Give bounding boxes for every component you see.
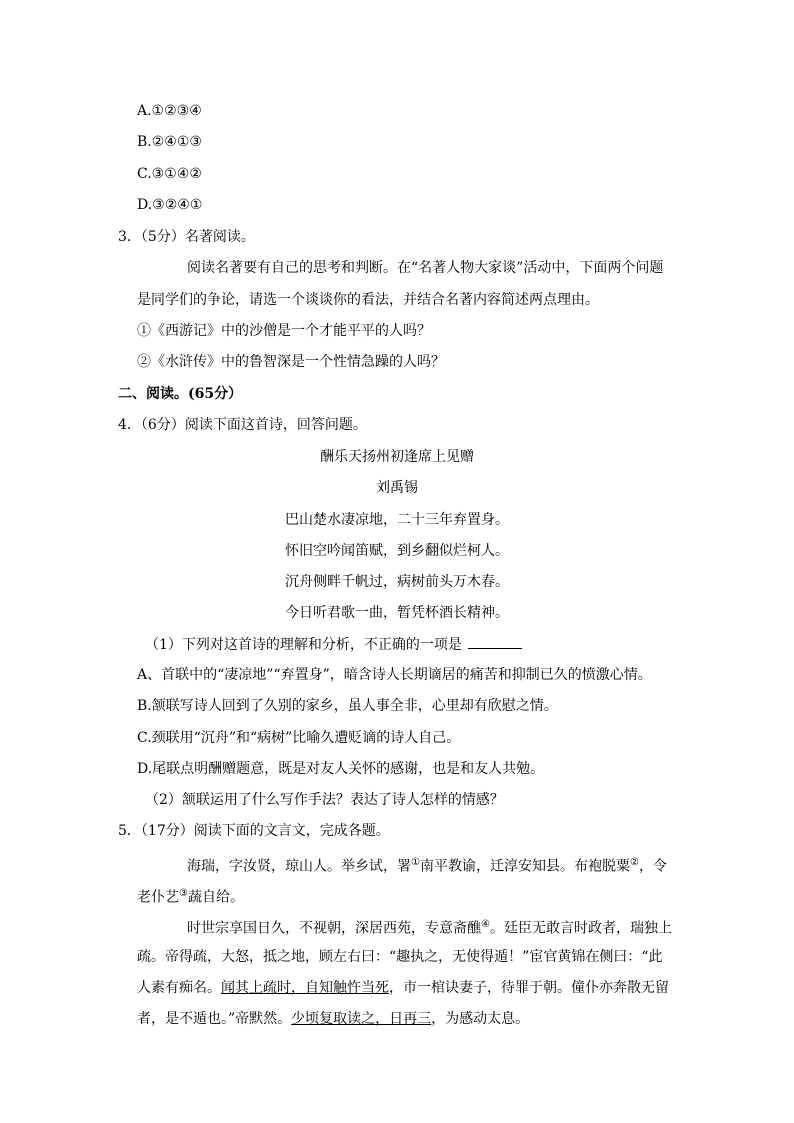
poem-line-1: 巴山楚水凄凉地，二十三年弃置身。: [285, 512, 509, 528]
passage-text: 时世宗享国日久，不视朝，深居西苑，专意斋醮: [187, 920, 481, 937]
poem-line-4: 今日听君歌一曲，暂凭杯酒长精神。: [285, 605, 509, 621]
choice-d: D.尾联点明酬赠题意，既是对友人关怀的感谢，也是和友人共勉。: [137, 761, 545, 777]
passage-text: 者，是不遁也。”帝默然。: [137, 1011, 292, 1027]
passage-text: 。廷臣无敢言时政者，瑞独上: [489, 920, 672, 937]
q3-para-line-2: 是同学们的争论，请选一个谈谈你的看法，并结合名著内容简述两点理由。: [137, 292, 599, 308]
q3-header: 3．（5分）名著阅读。: [118, 229, 255, 245]
section-heading: 二、阅读。(65分）: [118, 386, 243, 402]
choice-b: B.颔联写诗人回到了久别的家乡，虽人事全非，心里却有欣慰之情。: [137, 698, 558, 714]
passage-line-1: [187, 853, 667, 877]
passage-line-2: [137, 884, 244, 908]
q3-item-1: ①《西游记》中的沙僧是一个才能平平的人吗？: [137, 323, 431, 339]
poem-author: 刘禹锡: [376, 480, 418, 496]
poem-line-2: 怀旧空吟闻笛赋，到乡翻似烂柯人。: [285, 543, 509, 559]
passage-line-3: [187, 915, 672, 939]
q4-sub-question-1: [145, 634, 522, 655]
poem-line-3: 沉舟侧畔千帆过，病树前头万木春。: [285, 574, 509, 590]
footnote-marker: ③: [179, 888, 188, 899]
option-b: B.②④①③: [137, 134, 202, 150]
passage-line-6: [137, 1009, 529, 1029]
footnote-marker: ④: [481, 919, 490, 930]
option-c: C.③①④②: [137, 166, 202, 182]
q4-sub1-text: （1）下列对这首诗的理解和分析，不正确的一项是: [145, 637, 462, 653]
footnote-marker: ②: [629, 857, 639, 868]
option-d: D.③②④①: [137, 197, 203, 213]
passage-text: 南平教谕，迁淳安知县。布袍脱粟: [419, 858, 630, 875]
footnote-marker: ①: [411, 857, 420, 868]
q4-sub-question-2: （2）颔联运用了什么写作手法？表达了诗人怎样的情感？: [145, 792, 504, 808]
passage-text: ，令: [638, 858, 667, 875]
passage-text: 人素有痴名。: [137, 980, 221, 996]
passage-text: 老仆艺: [137, 889, 179, 906]
q4-header: 4．（6分）阅读下面这首诗，回答问题。: [118, 417, 367, 433]
choice-a: A、首联中的“凄凉地”“弃置身”，暗含诗人长期谪居的痛苦和抑制已久的愤激心情。: [137, 667, 652, 683]
passage-line-5: [137, 978, 669, 998]
passage-text: 海瑞，字汝贤，琼山人。举乡试，署: [187, 858, 411, 875]
answer-blank: [468, 634, 522, 649]
option-a: A.①②③④: [137, 103, 202, 119]
passage-text: ，为感动太息。: [431, 1011, 530, 1027]
underlined-sentence-2: 少顷复取读之，日再三: [291, 1011, 432, 1027]
q3-item-2: ②《水浒传》中的鲁智深是一个性情急躁的人吗？: [137, 354, 445, 370]
q3-para-line-1: 阅读名著要有自己的思考和判断。在“名著人物大家谈”活动中，下面两个问题: [187, 260, 664, 276]
underlined-sentence-1: 闻其上疏时，自知触忤当死: [221, 980, 389, 996]
poem-title: 酬乐天扬州初逢席上见赠: [320, 449, 474, 465]
passage-text: 蔬自给。: [187, 889, 244, 906]
choice-c: C.颈联用“沉舟”和“病树”比喻久遭贬谪的诗人自己。: [137, 730, 461, 746]
q5-header: 5．（17分）阅读下面的文言文，完成各题。: [118, 823, 390, 839]
passage-text: ，市一棺诀妻子，待罪于朝。僮仆亦奔散无留: [389, 980, 669, 996]
passage-line-4: 疏。帝得疏，大怒，抵之地，顾左右曰：“趣执之，无使得遁！”宦官黄锦在侧曰：“此: [137, 949, 663, 965]
